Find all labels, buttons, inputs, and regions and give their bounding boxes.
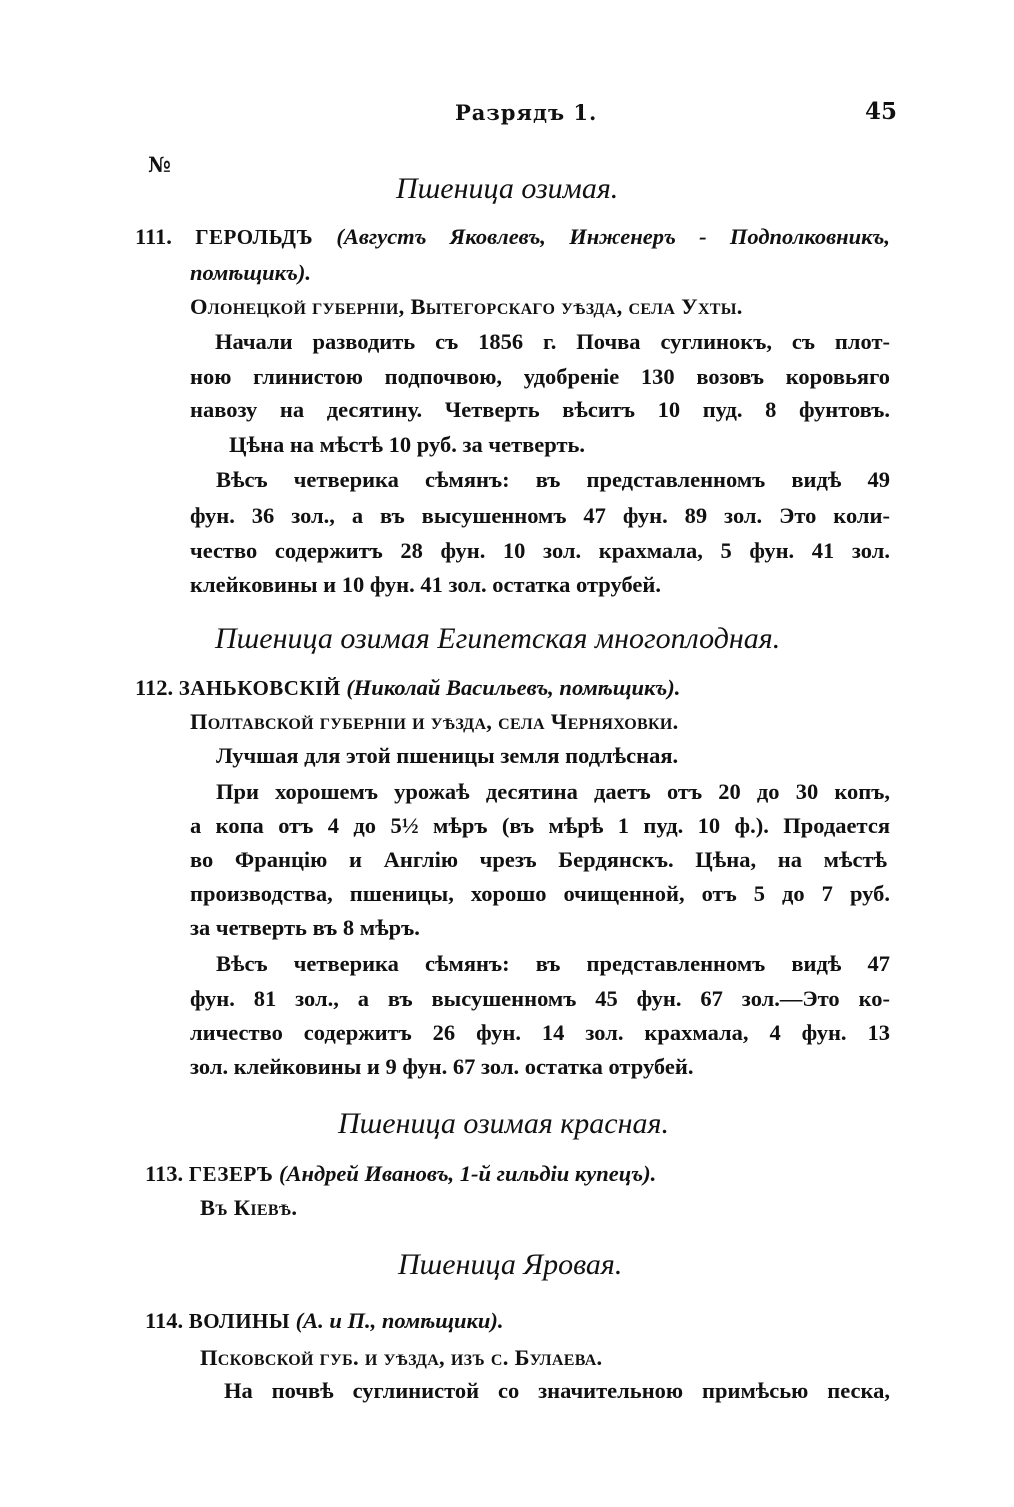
page-number: 45 xyxy=(865,98,898,125)
entry-111-heading xyxy=(135,226,890,249)
text-line: производства, пшеницы, хорошо очищенной, отъ 5 до 7 руб. xyxy=(190,881,890,906)
text-line: На почвѣ суглинистой со значительною примѣсью песка, xyxy=(224,1378,890,1403)
text-line: ною глинистою подпочвою, удобреніе 130 возовъ коровьяго xyxy=(190,364,890,389)
text-line: за четверть въ 8 мѣръ. xyxy=(190,915,420,940)
running-header: Разрядъ 1. xyxy=(455,100,598,125)
entry-114-heading xyxy=(145,1310,504,1333)
text-line: чество содержитъ 28 фун. 10 зол. крахмала, 5 фун. 41 зол. xyxy=(190,538,890,563)
text-line: Лучшая для этой пшеницы земля подлѣсная. xyxy=(216,743,679,768)
exhibitor-surname: ВОЛИНЫ xyxy=(188,1309,290,1333)
text-line: зол. клейковины и 9 фун. 67 зол. остатка отрубей. xyxy=(190,1054,694,1079)
entry-number: 111. xyxy=(135,224,172,249)
text-line: а копа отъ 4 до 5½ мѣръ (въ мѣрѣ 1 пуд. 10 ф.). Продается xyxy=(190,813,890,838)
section-title-spring-wheat: Пшеница Яровая. xyxy=(398,1248,623,1281)
text-line: навозу на десятину. Четверть вѣситъ 10 пуд. 8 фунтовъ. xyxy=(190,397,890,422)
exhibitor-surname: ГЕРОЛЬДЪ xyxy=(195,225,314,249)
section-title-winter-wheat: Пшеница озимая. xyxy=(396,172,619,205)
exhibitor-details-cont: помѣщикъ). xyxy=(190,260,311,285)
entry-location: Въ Кіевѣ. xyxy=(200,1195,298,1220)
number-column-mark: № xyxy=(148,152,171,177)
exhibitor-details: (А. и П., помѣщики). xyxy=(295,1308,504,1333)
text-line: клейковины и 10 фун. 41 зол. остатка отрубей. xyxy=(190,572,661,597)
entry-location: Олонецкой губерніи, Вытегорскаго уѣзда, села Ухты. xyxy=(190,294,743,319)
exhibitor-details: (Августъ Яковлевъ, Инженеръ - Подполковникъ, xyxy=(336,224,891,249)
entry-number: 113. xyxy=(145,1161,184,1186)
entry-113-heading xyxy=(145,1163,656,1186)
entry-number: 112. xyxy=(135,675,174,700)
text-line: Цѣна на мѣстѣ 10 руб. за четверть. xyxy=(229,432,586,457)
text-line: Вѣсъ четверика сѣмянъ: въ представленномъ видѣ 49 xyxy=(216,467,890,492)
section-title-egyptian-wheat: Пшеница озимая Египетская многоплодная. xyxy=(215,622,781,655)
exhibitor-surname: ГЕЗЕРЪ xyxy=(188,1162,274,1186)
entry-number: 114. xyxy=(145,1308,184,1333)
text-line: во Францію и Англію чрезъ Бердянскъ. Цѣна, на мѣстѣ xyxy=(190,847,887,872)
text-line: Вѣсъ четверика сѣмянъ: въ представленномъ видѣ 47 xyxy=(216,951,890,976)
exhibitor-details: (Андрей Ивановъ, 1-й гильдіи купецъ). xyxy=(279,1161,657,1186)
entry-location: Псковской губ. и уѣзда, изъ с. Булаева. xyxy=(200,1345,603,1370)
entry-112-heading xyxy=(135,677,680,700)
text-line: фун. 36 зол., а въ высушенномъ 47 фун. 89 зол. Это коли- xyxy=(190,503,890,528)
text-line: фун. 81 зол., а въ высушенномъ 45 фун. 67 зол.—Это ко- xyxy=(190,986,890,1011)
text-line: При хорошемъ урожаѣ десятина даетъ отъ 20 до 30 копъ, xyxy=(216,779,890,804)
exhibitor-details: (Николай Васильевъ, помѣщикъ). xyxy=(346,675,681,700)
section-title-red-wheat: Пшеница озимая красная. xyxy=(338,1107,669,1140)
entry-location: Полтавской губерніи и уѣзда, села Черняховки. xyxy=(190,709,679,734)
text-line: личество содержитъ 26 фун. 14 зол. крахмала, 4 фун. 13 xyxy=(190,1020,890,1045)
exhibitor-surname: ЗАНЬКОВСКІЙ xyxy=(178,676,341,700)
text-line: Начали разводить съ 1856 г. Почва суглинокъ, съ плот- xyxy=(215,329,890,354)
